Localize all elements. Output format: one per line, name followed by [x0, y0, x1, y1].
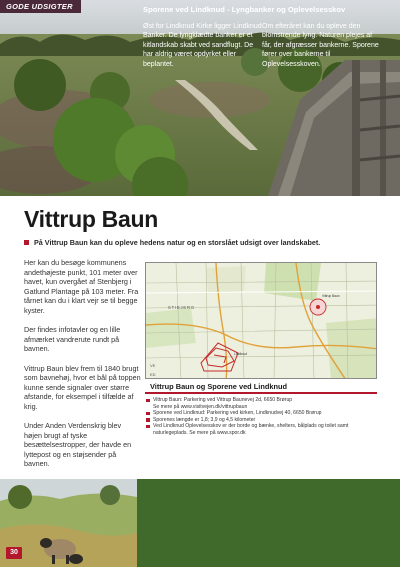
bottom-text-column-1: Øst for Lindknud Kirke ligger Lindknud Banker. De lyngklædte banker er et kitlandskab skabt ved sandflugt. De har aldrig været opdyrket eller beplantet.: [143, 23, 262, 68]
red-square-bullet: [146, 399, 150, 403]
map-label: VE: [150, 363, 156, 368]
info-item-text: Sporenes længde er 1,8; 3,9 og 4,5 kilometer: [153, 416, 256, 423]
red-square-bullet: [24, 240, 29, 245]
area-map: [145, 262, 377, 379]
lead-text: På Vittrup Baun kan du opleve hedens natur og en storslået udsigt over landskabet.: [34, 238, 321, 247]
info-item-text: Ved Lindknud Oplevelsesskov er der borde og bænke, shelters, bålplads og toilet samt naturlegeplads. Se mere på www.spor.dk: [153, 423, 349, 436]
body-paragraph: Vittrup Baun blev frem til 1840 brugt som bavnehøj, hvor et bål på toppen kunne sende signaler over større afstande, for eksempel i tilfælde af krig.: [24, 363, 141, 411]
bottom-section: [0, 479, 400, 567]
body-paragraph: Der findes infotavler og en lille afmærket vandrerute rundt på bavnen.: [24, 325, 121, 354]
info-list: [145, 397, 381, 437]
page-title: Vittrup Baun: [24, 206, 158, 232]
info-item: [145, 410, 381, 417]
info-box-title: Vittrup Baun og Sporene ved Lindknud: [150, 382, 288, 391]
green-info-box: [137, 479, 400, 567]
bottom-section-title: Sporene ved Lindknud - Lyngbanker og Oplevelsesskov: [143, 5, 346, 14]
body-paragraph: Her kan du besøge kommunens andethøjeste punkt, 101 meter over havet, kun overgået af Stenbjerg i Gatlund Plantage på 103 meter. Fra tårnet kan du i klart vejr se til begge kyster.: [24, 258, 139, 315]
map-label: STIBJERG: [168, 305, 195, 310]
page-number: 30: [6, 547, 22, 559]
info-divider: [145, 392, 377, 394]
red-square-bullet: [146, 425, 150, 429]
info-item: [145, 423, 381, 436]
map-label: ED: [150, 372, 156, 377]
info-item-text: Sporene ved Lindknud: Parkering ved kirken, Lindknudvej 40, 6650 Brørup: [153, 410, 322, 417]
body-text-column: [24, 258, 141, 479]
map-illustration: [146, 263, 377, 379]
red-square-bullet: [146, 412, 150, 416]
section-tag: GODE UDSIGTER: [0, 0, 81, 13]
info-item: [145, 397, 381, 410]
map-label: Vittrup Baun: [322, 294, 340, 298]
bottom-text-column-2: Om efteråret kan du opleve den blomstrende lyng. Naturen plejes af får, der afgræsser bankerne. Sporene fører over bankerne til Oplevelsesskoven.: [262, 23, 379, 68]
lead-paragraph: [24, 238, 384, 248]
map-label: Lindkrud: [234, 352, 248, 356]
red-square-bullet: [146, 418, 150, 422]
body-paragraph: Under Anden Verdenskrig blev højen brugt af tyske besættelsestropper, der havde en lyttepost og en støjsender på bavnen.: [24, 421, 132, 469]
info-item-text: Vittrup Baun: Parkering ved Vittrup Baunevej 2d, 6650 Brørup Se mere på www.visitvejen.dk/vittrupbaun: [153, 397, 293, 410]
